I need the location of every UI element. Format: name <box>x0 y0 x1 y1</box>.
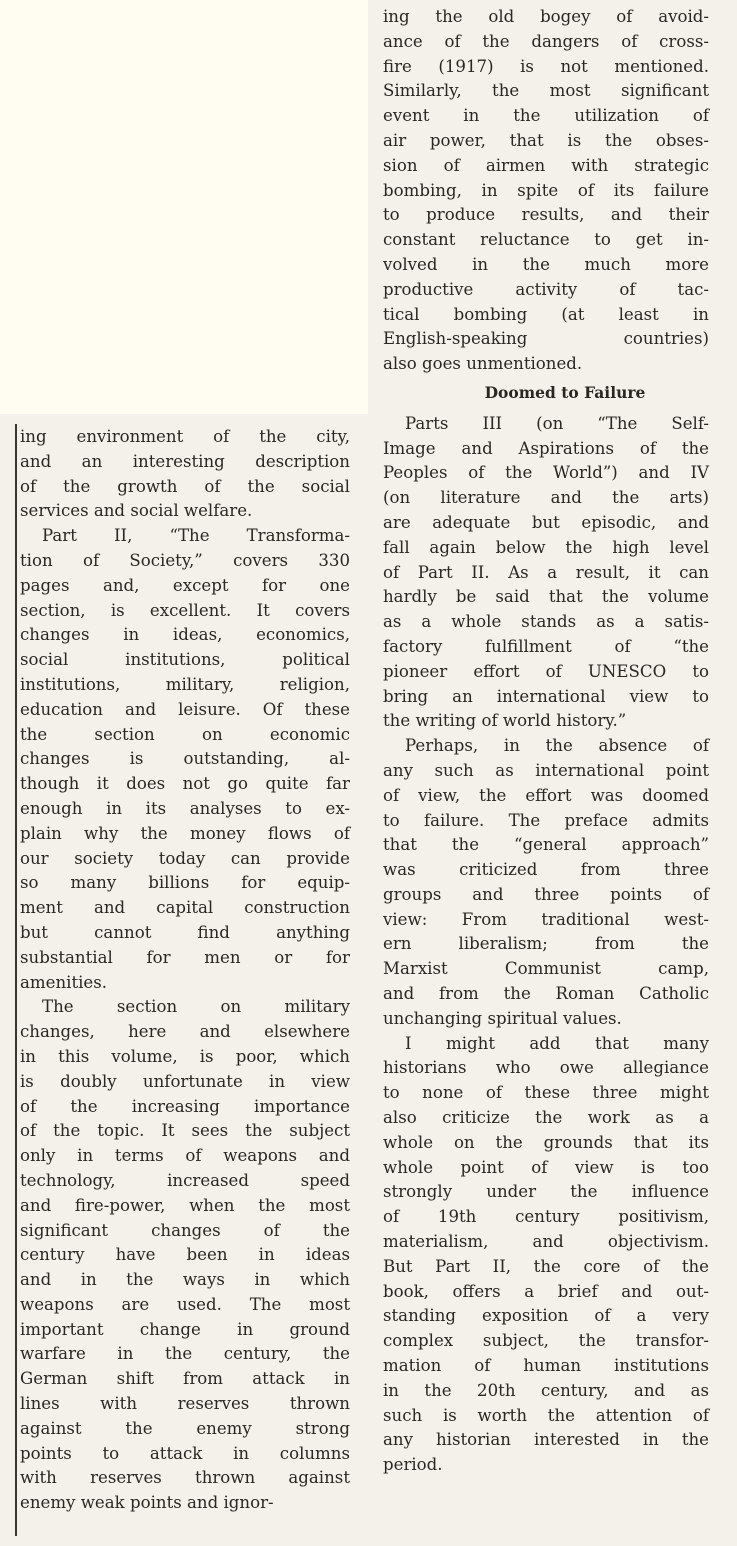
text-line: that the “general approach” <box>383 835 709 855</box>
text-line: in the 20th century, and as <box>383 1380 709 1400</box>
text-line: constant reluctance to get in- <box>383 230 709 250</box>
text-line: and an interesting description <box>20 451 350 471</box>
text-line: Part II, “The Transforma- <box>42 526 350 546</box>
text-line: to failure. The preface admits <box>383 810 709 830</box>
text-line: tion of Society,” covers 330 <box>20 550 350 570</box>
text-line: in this volume, is poor, which <box>20 1046 350 1066</box>
text-line: I might add that many <box>405 1033 709 1053</box>
text-line: section, is excellent. It covers <box>20 600 350 620</box>
section-subhead: Doomed to Failure <box>484 382 646 402</box>
text-line: ing environment of the city, <box>20 427 350 446</box>
text-line: substantial for men or for <box>20 947 350 967</box>
text-line: historians who owe allegiance <box>383 1058 709 1078</box>
text-line: such is worth the attention of <box>383 1405 709 1425</box>
text-line: and from the Roman Catholic <box>383 984 709 1004</box>
text-line: also goes unmentioned. <box>383 354 583 374</box>
text-line: mation of human institutions <box>383 1356 709 1376</box>
text-line: as a whole stands as a satis- <box>383 612 709 632</box>
text-line: of the growth of the social <box>20 476 350 496</box>
text-line: ern liberalism; from the <box>383 934 709 954</box>
text-line: But Part II, the core of the <box>383 1256 709 1276</box>
text-line: view: From traditional west- <box>383 909 709 929</box>
text-line: air power, that is the obses- <box>383 130 709 150</box>
text-line: services and social welfare. <box>20 501 253 521</box>
text-line: of view, the effort was doomed <box>383 785 709 805</box>
column-rule <box>15 424 17 1536</box>
text-line: of the increasing importance <box>20 1096 350 1116</box>
text-line: tical bombing (at least in <box>383 304 709 324</box>
text-line: and fire-power, when the most <box>20 1195 350 1215</box>
text-line: important change in ground <box>20 1319 350 1339</box>
text-line: the section on economic <box>20 724 350 744</box>
text-line: materialism, and objectivism. <box>383 1232 709 1252</box>
text-line: but cannot find anything <box>20 922 350 942</box>
text-line: period. <box>383 1455 443 1475</box>
text-line: our society today can provide <box>20 848 350 868</box>
text-line: amenities. <box>20 972 108 992</box>
text-line: complex subject, the transfor- <box>383 1331 709 1351</box>
text-line: Parts III (on “The Self- <box>405 413 709 433</box>
text-line: of the topic. It sees the subject <box>20 1121 350 1141</box>
text-line: standing exposition of a very <box>383 1306 709 1326</box>
text-line: Peoples of the World”) and IV <box>383 463 709 483</box>
right-text-column <box>383 5 709 1478</box>
text-line: pages and, except for one <box>20 575 350 595</box>
text-line: groups and three points of <box>383 884 709 904</box>
text-line: significant changes of the <box>20 1220 350 1240</box>
text-line: education and leisure. Of these <box>20 699 350 719</box>
text-line: whole on the grounds that its <box>383 1132 709 1152</box>
text-line: event in the utilization of <box>383 106 709 126</box>
text-line: changes in ideas, economics, <box>20 625 350 645</box>
text-line: Perhaps, in the absence of <box>405 736 709 756</box>
text-line: German shift from attack in <box>20 1369 350 1389</box>
right-column-top-text <box>383 5 709 377</box>
text-line: against the enemy strong <box>20 1418 350 1438</box>
text-line: though it does not go quite far <box>20 774 350 794</box>
text-line: social institutions, political <box>20 650 350 670</box>
text-line: century have been in ideas <box>20 1245 350 1265</box>
text-line: are adequate but episodic, and <box>383 512 709 532</box>
text-line: ment and capital construction <box>20 898 350 918</box>
right-column-bottom-text <box>383 412 709 1478</box>
text-line: productive activity of tac- <box>383 279 709 299</box>
text-line: changes, here and elsewhere <box>20 1022 350 1042</box>
text-line: was criticized from three <box>383 860 709 880</box>
text-line: with reserves thrown against <box>20 1468 350 1488</box>
text-line: technology, increased speed <box>20 1170 350 1190</box>
text-line: and in the ways in which <box>20 1270 350 1290</box>
text-line: enemy weak points and ignor- <box>20 1493 274 1513</box>
text-line: any historian interested in the <box>383 1430 709 1450</box>
text-line: institutions, military, religion, <box>20 674 350 694</box>
text-line: pioneer effort of UNESCO to <box>383 661 709 681</box>
text-line: English-speaking countries) <box>383 329 709 349</box>
text-line: ance of the dangers of cross- <box>383 31 709 51</box>
text-line: also criticize the work as a <box>383 1108 709 1128</box>
text-line: only in terms of weapons and <box>20 1146 350 1166</box>
text-line: bring an international view to <box>383 686 709 706</box>
text-line: is doubly unfortunate in view <box>20 1071 350 1091</box>
text-line: so many billions for equip- <box>20 873 350 893</box>
left-text-column <box>20 425 350 1516</box>
text-line: the writing of world history.” <box>383 711 627 731</box>
text-line: strongly under the influence <box>383 1182 709 1202</box>
text-line: fire (1917) is not mentioned. <box>383 56 709 76</box>
text-line: changes is outstanding, al- <box>20 749 350 769</box>
text-line: any such as international point <box>383 760 709 780</box>
text-line: points to attack in columns <box>20 1443 350 1463</box>
text-line: factory fulfillment of “the <box>383 636 709 656</box>
text-line: ing the old bogey of avoid- <box>383 7 709 26</box>
text-line: sion of airmen with strategic <box>383 155 709 175</box>
text-line: Image and Aspirations of the <box>383 438 709 458</box>
text-line: of 19th century positivism, <box>383 1207 709 1227</box>
text-line: to produce results, and their <box>383 205 709 225</box>
text-line: bombing, in spite of its failure <box>383 180 709 200</box>
text-line: (on literature and the arts) <box>383 488 709 508</box>
text-line: weapons are used. The most <box>20 1294 350 1314</box>
text-line: The section on military <box>42 997 350 1017</box>
text-line: fall again below the high level <box>383 537 709 557</box>
text-line: hardly be said that the volume <box>383 587 709 607</box>
text-line: volved in the much more <box>383 254 709 274</box>
text-line: book, offers a brief and out- <box>383 1281 709 1301</box>
text-line: of Part II. As a result, it can <box>383 562 709 582</box>
text-line: lines with reserves thrown <box>20 1394 350 1414</box>
text-line: whole point of view is too <box>383 1157 709 1177</box>
text-line: enough in its analyses to ex- <box>20 798 350 818</box>
text-line: plain why the money flows of <box>20 823 350 843</box>
text-line: Marxist Communist camp, <box>383 959 709 979</box>
text-line: warfare in the century, the <box>20 1344 350 1364</box>
text-line: unchanging spiritual values. <box>383 1008 622 1028</box>
text-line: Similarly, the most significant <box>383 81 709 101</box>
text-line: to none of these three might <box>383 1083 709 1103</box>
